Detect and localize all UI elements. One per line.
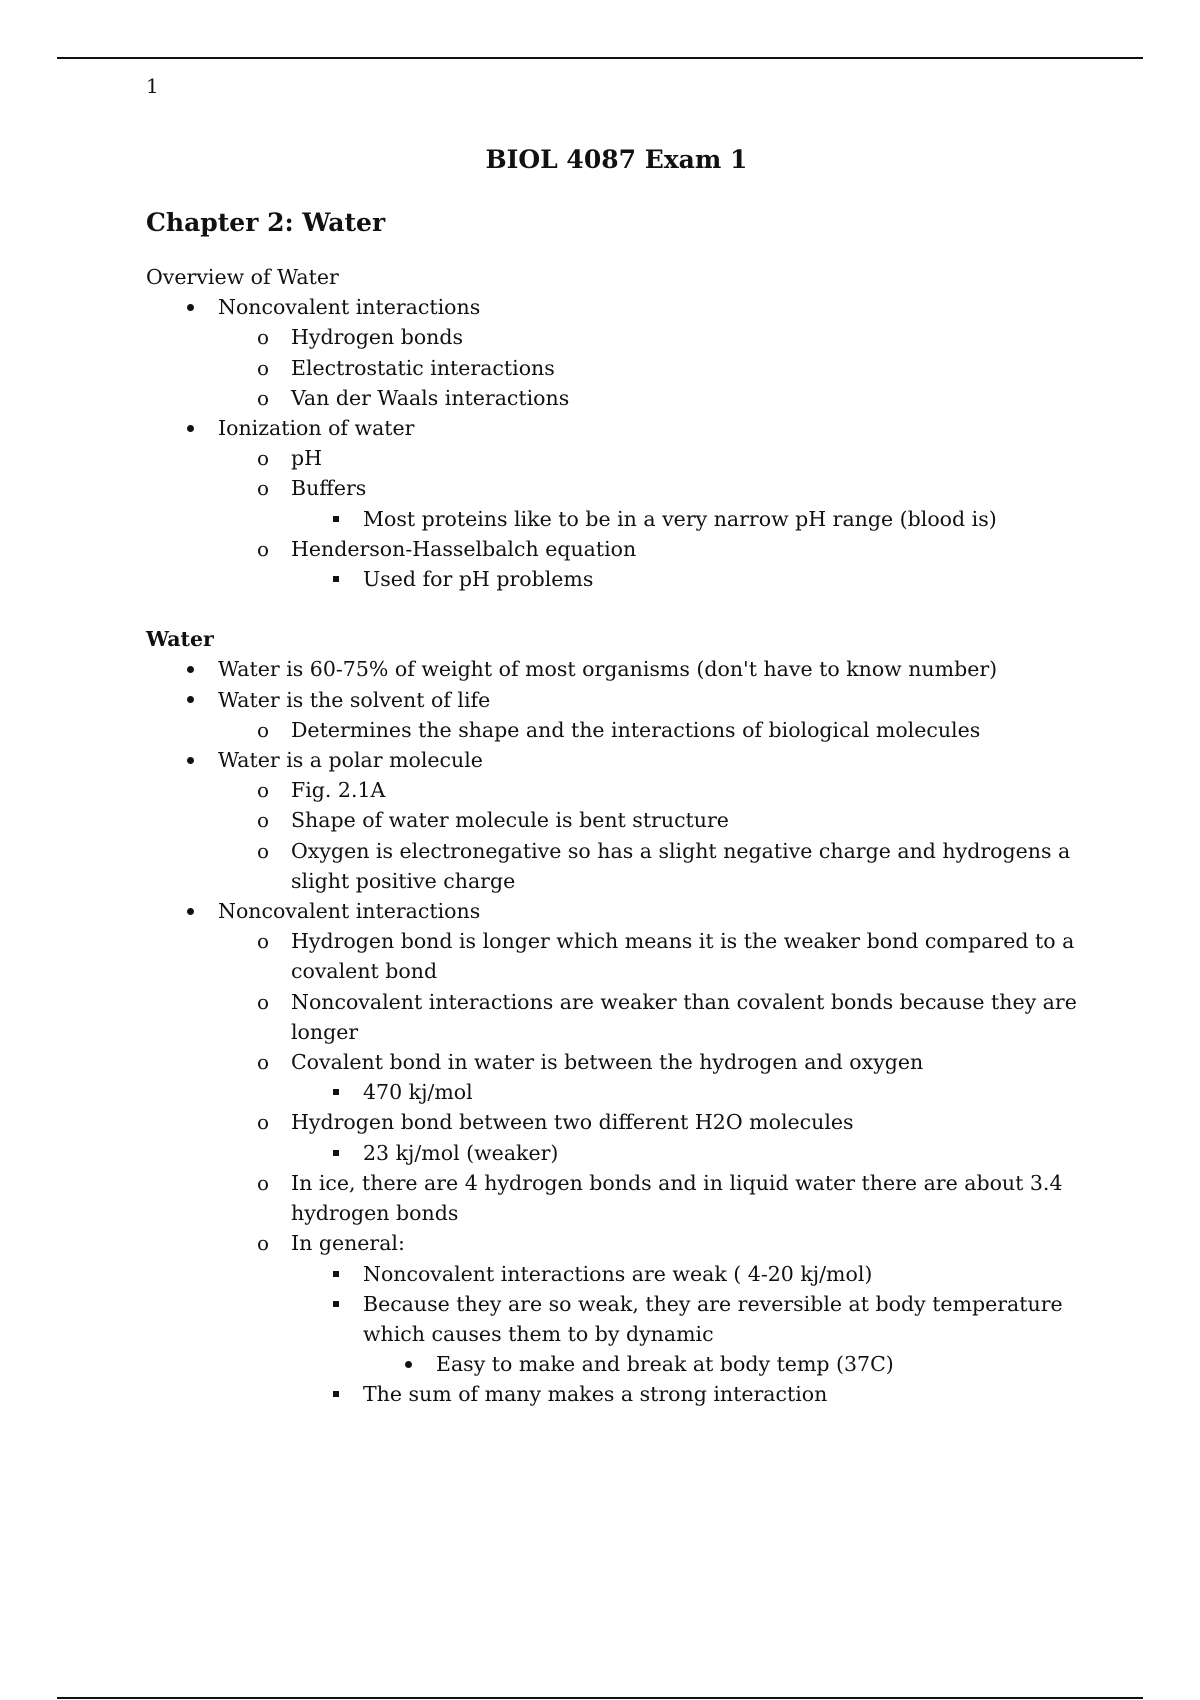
list-item: o Van der Waals interactions (146, 383, 1086, 413)
list-item: Ionization of water (146, 413, 1086, 443)
bullet-dot-icon (180, 745, 200, 775)
list-item: o Fig. 2.1A (146, 775, 1086, 805)
bullet-circle-icon: o (256, 446, 270, 471)
bullet-circle-icon: o (256, 717, 270, 742)
list-item: o Hydrogen bond between two different H2O molecules (146, 1107, 1086, 1137)
bullet-square-icon (326, 1259, 346, 1289)
bullet-dot-icon (180, 685, 200, 715)
document-body (146, 206, 1086, 1410)
bullet-circle-icon: o (256, 929, 270, 954)
bullet-dot-icon (398, 1349, 418, 1379)
bullet-circle-icon: o (256, 1231, 270, 1256)
list-item: o Hydrogen bonds (146, 322, 1086, 352)
list-item: o Electrostatic interactions (146, 353, 1086, 383)
bullet-dot-icon (180, 413, 200, 443)
bullet-circle-icon: o (256, 1170, 270, 1195)
list-item: o In general: (146, 1228, 1086, 1258)
bullet-circle-icon: o (256, 536, 270, 561)
list-item: o Noncovalent interactions are weaker than covalent bonds because they are longer (146, 987, 1086, 1047)
list-item: Water is a polar molecule (146, 745, 1086, 775)
footer-rule (57, 1697, 1143, 1699)
section-heading-water: Water (146, 627, 214, 652)
bullet-square-icon (326, 1379, 346, 1409)
bullet-circle-icon: o (256, 325, 270, 350)
bullet-square-icon (326, 504, 346, 534)
list-item: The sum of many makes a strong interaction (146, 1379, 1086, 1409)
document-title: BIOL 4087 Exam 1 (485, 145, 748, 174)
bullet-circle-icon: o (256, 808, 270, 833)
bullet-circle-icon: o (256, 385, 270, 410)
bullet-dot-icon (180, 896, 200, 926)
chapter-title: Chapter 2: Water (146, 208, 386, 237)
list-item: o Henderson-Hasselbalch equation (146, 534, 1086, 564)
list-item: o Buffers (146, 473, 1086, 503)
list-item: Easy to make and break at body temp (37C) (146, 1349, 1086, 1379)
list-item: Most proteins like to be in a very narrow pH range (blood is) (146, 504, 1086, 534)
bullet-square-icon (326, 1138, 346, 1168)
bullet-square-icon (326, 1289, 346, 1319)
list-item: o Shape of water molecule is bent structure (146, 805, 1086, 835)
list-item: Noncovalent interactions (146, 292, 1086, 322)
bullet-circle-icon: o (256, 778, 270, 803)
bullet-circle-icon: o (256, 1050, 270, 1075)
list-item: 23 kj/mol (weaker) (146, 1138, 1086, 1168)
bullet-dot-icon (180, 292, 200, 322)
list-item: Water is the solvent of life (146, 685, 1086, 715)
bullet-circle-icon: o (256, 355, 270, 380)
list-item: o Hydrogen bond is longer which means it is the weaker bond compared to a covalent bond (146, 926, 1086, 986)
list-item: Noncovalent interactions (146, 896, 1086, 926)
list-item: Water is 60-75% of weight of most organisms (don't have to know number) (146, 654, 1086, 684)
bullet-square-icon (326, 1077, 346, 1107)
overview-heading: Overview of Water (146, 265, 339, 289)
bullet-circle-icon: o (256, 1110, 270, 1135)
list-item: o Oxygen is electronegative so has a slight negative charge and hydrogens a slight positive charge (146, 836, 1086, 896)
bullet-circle-icon: o (256, 989, 270, 1014)
page-number: 1 (146, 74, 159, 98)
list-item: Used for pH problems (146, 564, 1086, 594)
bullet-square-icon (326, 564, 346, 594)
list-item: o Determines the shape and the interactions of biological molecules (146, 715, 1086, 745)
bullet-circle-icon: o (256, 838, 270, 863)
bullet-circle-icon: o (256, 476, 270, 501)
list-item: Because they are so weak, they are reversible at body temperature which causes them to by dynamic (146, 1289, 1086, 1349)
list-item: Noncovalent interactions are weak ( 4-20 kj/mol) (146, 1259, 1086, 1289)
list-item: o Covalent bond in water is between the hydrogen and oxygen (146, 1047, 1086, 1077)
bullet-dot-icon (180, 654, 200, 684)
list-item: 470 kj/mol (146, 1077, 1086, 1107)
list-item: o In ice, there are 4 hydrogen bonds and in liquid water there are about 3.4 hydrogen bonds (146, 1168, 1086, 1228)
header-rule (57, 57, 1143, 59)
list-item: o pH (146, 443, 1086, 473)
